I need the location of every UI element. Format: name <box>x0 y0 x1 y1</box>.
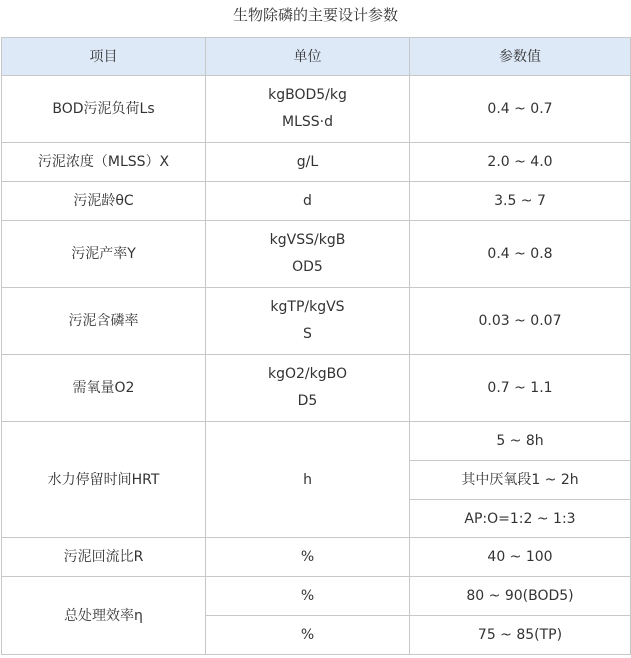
table-title: 生物除磷的主要设计参数 <box>232 6 398 24</box>
table-row <box>2 182 631 221</box>
row-efficiency-unit-1: % <box>206 577 410 616</box>
row-bod-load-value: 0.4 ~ 0.7 <box>410 76 631 143</box>
row-mlss-value: 2.0 ~ 4.0 <box>410 143 631 182</box>
row-efficiency-item: 总处理效率η <box>2 577 206 655</box>
row-sludge-yield-value: 0.4 ~ 0.8 <box>410 221 631 288</box>
row-mlss-item: 污泥浓度（MLSS）X <box>2 143 206 182</box>
row-efficiency-value-1: 80 ~ 90(BOD5) <box>410 577 631 616</box>
table-row <box>2 355 631 422</box>
row-hrt-value-2: 其中厌氧段1 ~ 2h <box>410 461 631 500</box>
row-phosphorus-value: 0.03 ~ 0.07 <box>410 288 631 355</box>
table-row <box>2 143 631 182</box>
row-phosphorus-item: 污泥含磷率 <box>2 288 206 355</box>
unit-line: OD5 <box>292 259 323 275</box>
header-value: 参数值 <box>410 38 631 76</box>
header-unit: 单位 <box>206 38 410 76</box>
unit-line: kgTP/kgVS <box>270 299 345 315</box>
table-header-row <box>2 38 631 76</box>
row-oxygen-item: 需氧量O2 <box>2 355 206 422</box>
design-parameters-table <box>1 37 631 655</box>
row-efficiency-unit-2: % <box>206 616 410 655</box>
table-row <box>2 76 631 143</box>
table-row <box>2 422 631 461</box>
row-bod-load-unit <box>206 76 410 143</box>
row-return-ratio-unit: % <box>206 538 410 577</box>
row-sludge-age-item: 污泥龄θC <box>2 182 206 221</box>
unit-line: S <box>303 326 312 342</box>
row-sludge-yield-item: 污泥产率Y <box>2 221 206 288</box>
unit-line: D5 <box>297 393 318 409</box>
row-efficiency-value-2: 75 ~ 85(TP) <box>410 616 631 655</box>
row-hrt-item: 水力停留时间HRT <box>2 422 206 538</box>
unit-line: MLSS·d <box>282 114 333 130</box>
row-return-ratio-value: 40 ~ 100 <box>410 538 631 577</box>
row-bod-load-item: BOD污泥负荷Ls <box>2 76 206 143</box>
row-phosphorus-unit <box>206 288 410 355</box>
row-return-ratio-item: 污泥回流比R <box>2 538 206 577</box>
row-hrt-value-1: 5 ~ 8h <box>410 422 631 461</box>
unit-line: kgVSS/kgB <box>269 232 346 248</box>
row-oxygen-value: 0.7 ~ 1.1 <box>410 355 631 422</box>
row-sludge-yield-unit <box>206 221 410 288</box>
table-row <box>2 221 631 288</box>
table-row <box>2 577 631 616</box>
unit-line: kgBOD5/kg <box>268 87 347 103</box>
row-sludge-age-unit: d <box>206 182 410 221</box>
row-hrt-unit: h <box>206 422 410 538</box>
header-item: 项目 <box>2 38 206 76</box>
row-sludge-age-value: 3.5 ~ 7 <box>410 182 631 221</box>
row-hrt-value-3: AP:O=1:2 ~ 1:3 <box>410 500 631 538</box>
row-mlss-unit: g/L <box>206 143 410 182</box>
row-oxygen-unit <box>206 355 410 422</box>
unit-line: kgO2/kgBO <box>267 366 347 382</box>
table-row <box>2 288 631 355</box>
table-row <box>2 538 631 577</box>
